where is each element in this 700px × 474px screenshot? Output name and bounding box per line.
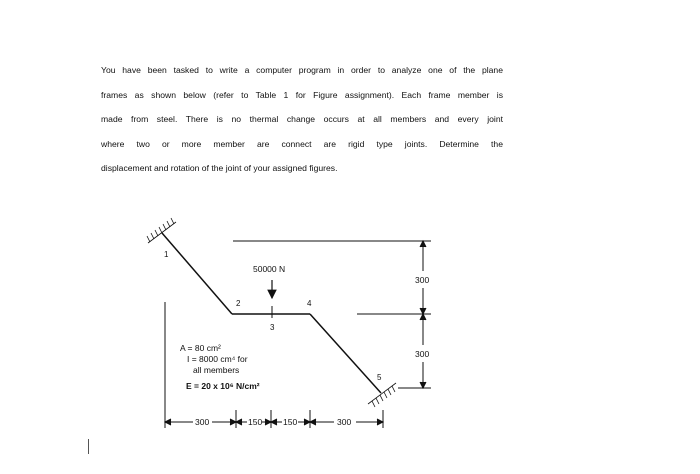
node-label-5: 5 [377, 373, 382, 382]
property-inertia: I = 8000 cm⁴ for [187, 354, 248, 364]
problem-line: where two or more member are connect are rigid type joints. Determine the [101, 138, 503, 149]
member-1-2 [162, 233, 232, 314]
fixed-support-1 [147, 218, 176, 243]
vertical-dim-lower: 300 [415, 349, 430, 359]
problem-line: made from steel. There is no thermal change occurs at all members and every joint [101, 114, 503, 124]
property-modulus: E = 20 x 10⁶ N/cm² [186, 381, 260, 391]
load-label: 50000 N [253, 264, 286, 274]
property-inertia-note: all members [193, 365, 240, 375]
node-label-2: 2 [236, 299, 241, 308]
vertical-dim-upper: 300 [415, 275, 430, 285]
problem-line: frames as shown below (refer to Table 1 for Figure assignment). Each frame member is [101, 89, 503, 100]
horizontal-dim-2: 150 [248, 417, 263, 427]
horizontal-dim-3: 150 [283, 417, 298, 427]
problem-line: You have been tasked to write a computer program in order to analyze one of the plane [101, 65, 503, 75]
node-label-1: 1 [164, 250, 169, 259]
property-area: A = 80 cm² [180, 343, 221, 353]
horizontal-dim-1: 300 [195, 417, 210, 427]
fixed-support-5 [368, 383, 396, 407]
text-cursor [88, 439, 89, 454]
node-label-3: 3 [270, 323, 275, 332]
problem-line: displacement and rotation of the joint of your assigned figures. [101, 163, 338, 173]
node-label-4: 4 [307, 299, 312, 308]
member-4-5 [310, 314, 381, 393]
horizontal-dim-4: 300 [337, 417, 352, 427]
